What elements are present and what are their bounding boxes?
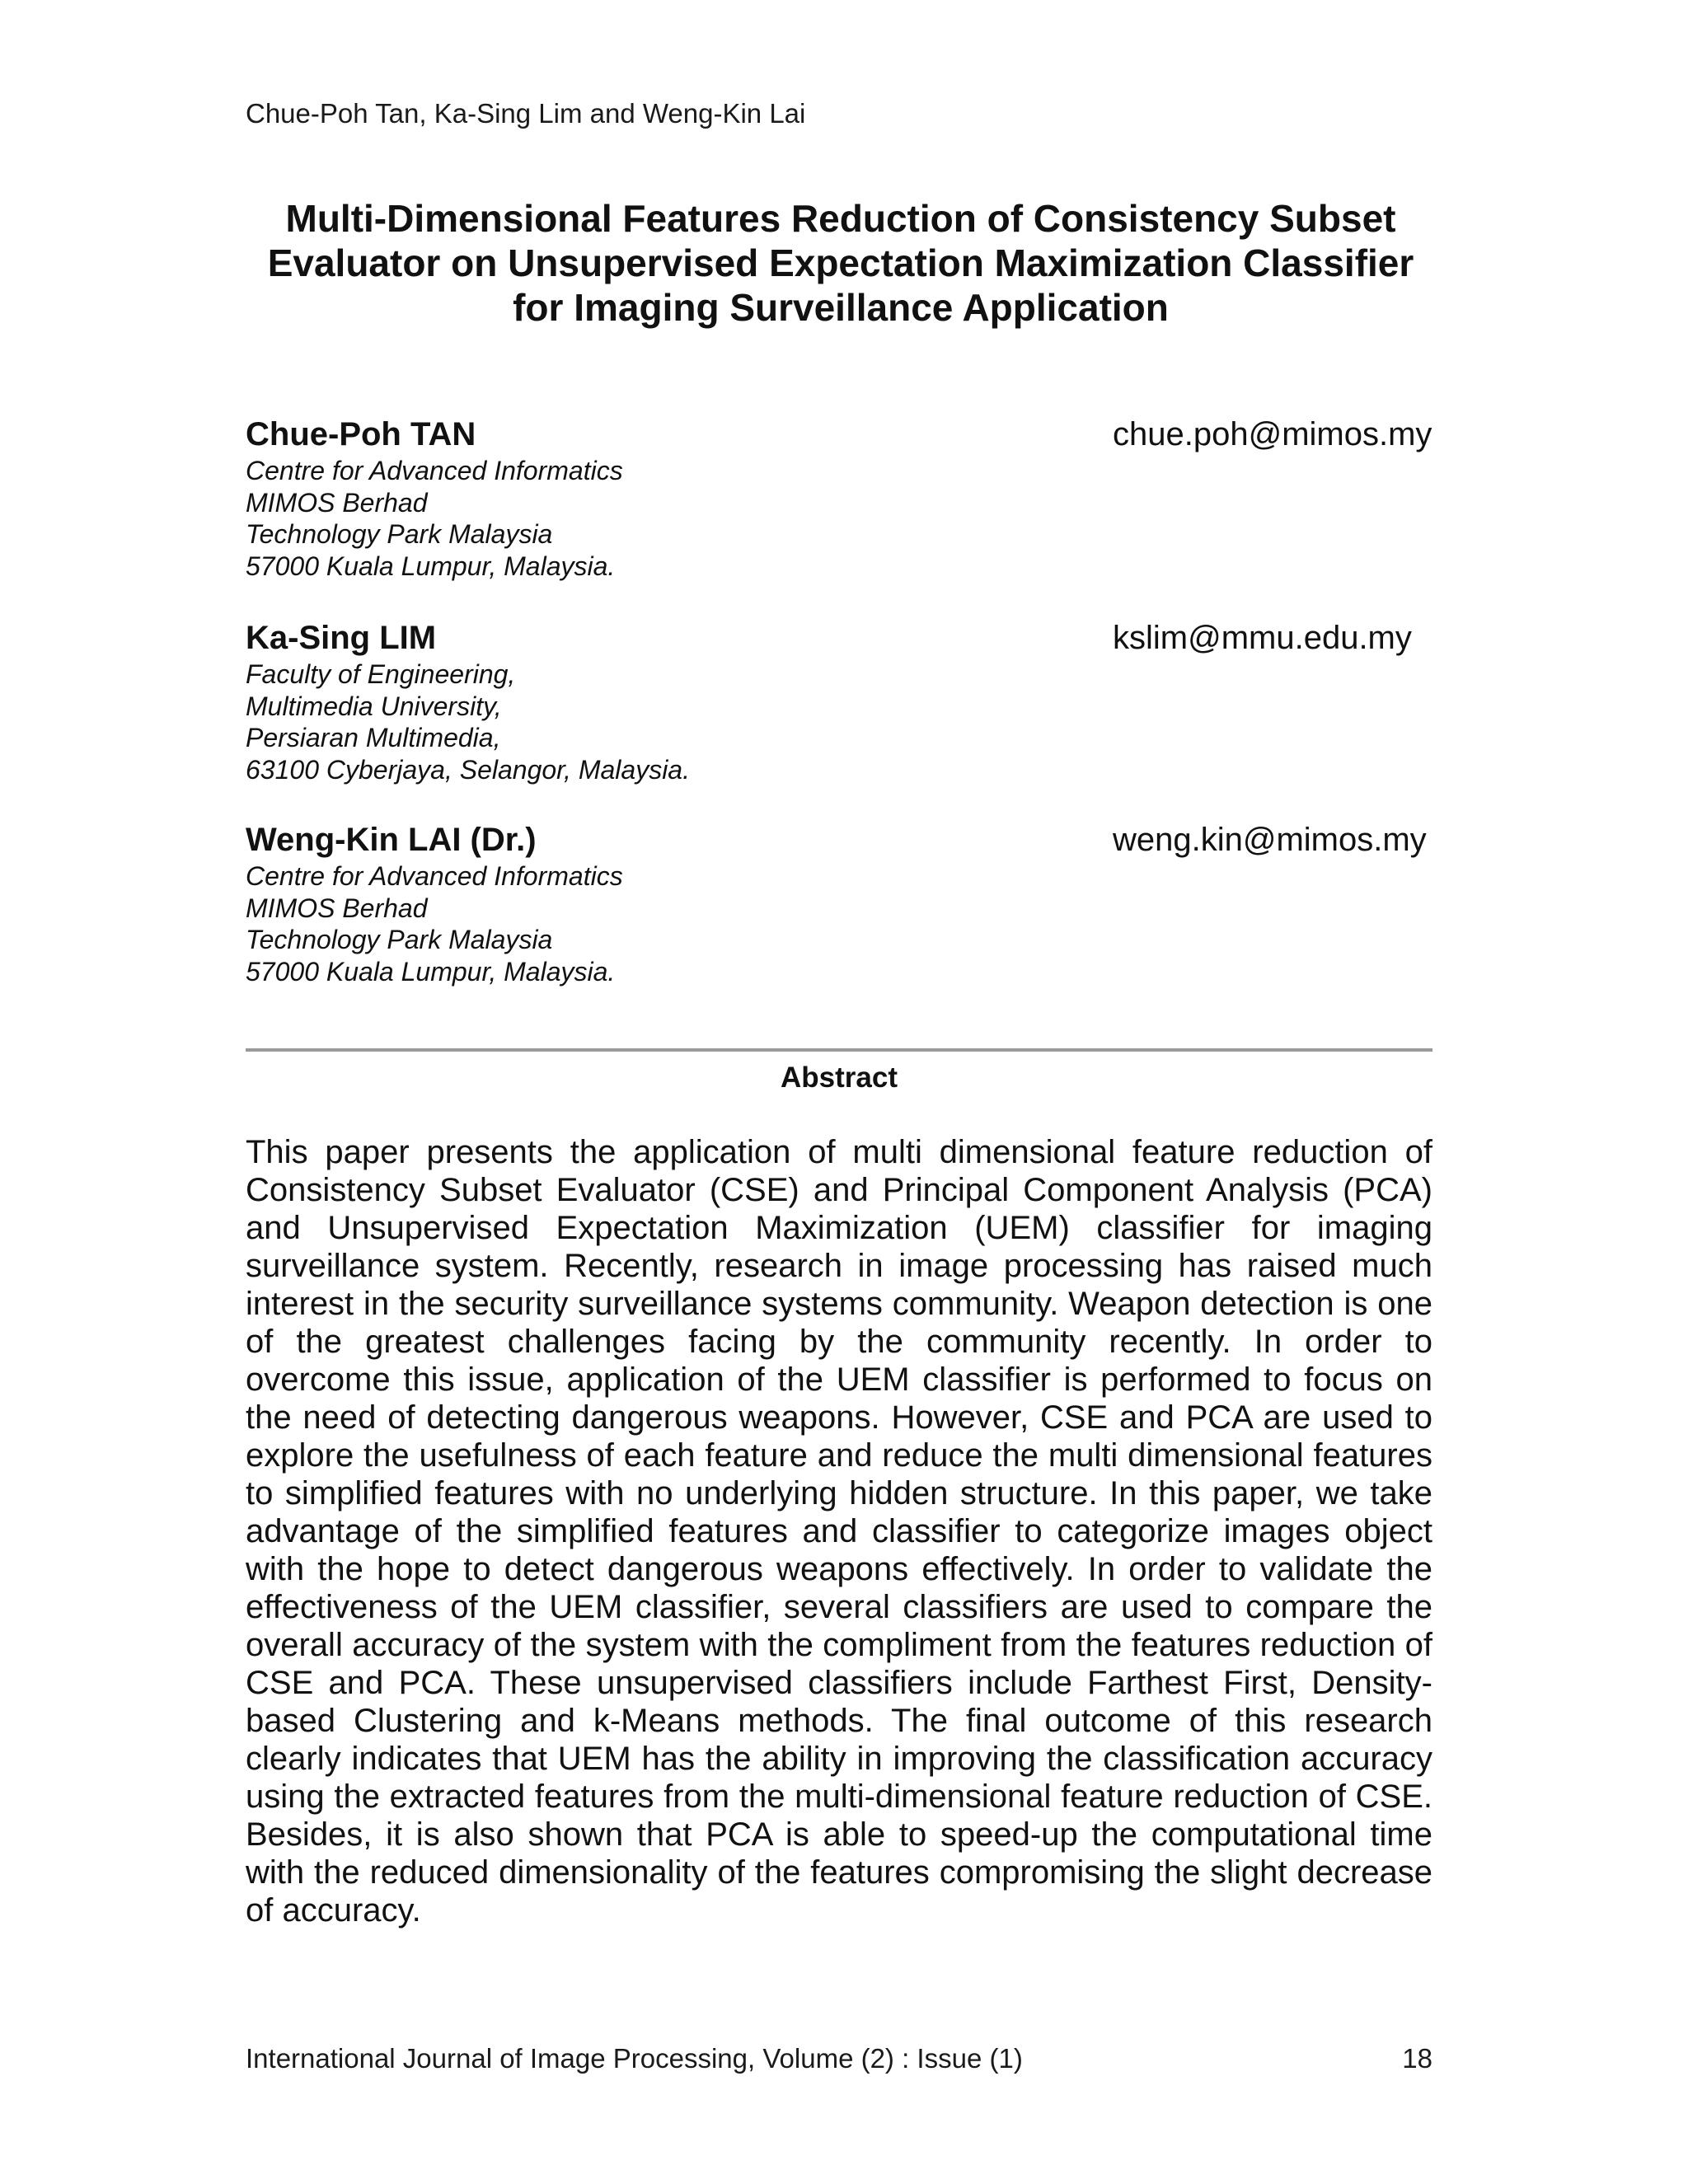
abstract-line: with the reduced dimensionality of the features compromising the slight decrease (246, 1854, 1432, 1891)
affiliation-line: Faculty of Engineering, (246, 659, 516, 689)
abstract-line: with the hope to detect dangerous weapons effectively. In order to validate the (246, 1551, 1432, 1587)
author-block-tan (246, 415, 1432, 582)
author-block-lim (246, 619, 1432, 785)
abstract-line: effectiveness of the UEM classifier, several classifiers are used to compare the (246, 1589, 1432, 1625)
abstract-line: advantage of the simplified features and classifier to categorize images object (246, 1513, 1432, 1549)
affiliation-line: Technology Park Malaysia (246, 925, 553, 954)
abstract-line: Besides, it is also shown that PCA is able to speed-up the computational time (246, 1816, 1432, 1853)
affiliation-line: 57000 Kuala Lumpur, Malaysia. (246, 551, 616, 581)
affiliation-line: Centre for Advanced Informatics (246, 861, 623, 891)
author-name: Chue-Poh TAN (246, 416, 476, 452)
title-line: Evaluator on Unsupervised Expectation Maximization Classifier (267, 241, 1414, 284)
affiliation-line: Persiaran Multimedia, (246, 723, 501, 752)
abstract-line: the need of detecting dangerous weapons. However, CSE and PCA are used to (246, 1399, 1432, 1436)
abstract-line: CSE and PCA. These unsupervised classifiers include Farthest First, Density- (246, 1665, 1432, 1701)
abstract-body (246, 1133, 1432, 1929)
author-name: Ka-Sing LIM (246, 620, 437, 656)
section-divider (246, 1048, 1432, 1052)
author-email: weng.kin@mimos.my (1113, 822, 1427, 858)
author-name: Weng-Kin LAI (Dr.) (246, 822, 537, 858)
affiliation-line: Multimedia University, (246, 691, 502, 721)
running-head: Chue-Poh Tan, Ka-Sing Lim and Weng-Kin Lai (246, 98, 806, 129)
title-line: Multi-Dimensional Features Reduction of Consistency Subset (285, 197, 1396, 240)
abstract-line: of accuracy. (246, 1892, 421, 1929)
abstract-line: overcome this issue, application of the UEM classifier is performed to focus on (246, 1361, 1432, 1398)
journal-footer: International Journal of Image Processing, Volume (2) : Issue (1) (246, 2043, 1023, 2074)
page-number: 18 (1402, 2043, 1432, 2074)
author-email: kslim@mmu.edu.my (1113, 620, 1412, 656)
abstract-line: interest in the security surveillance systems community. Weapon detection is one (246, 1286, 1432, 1322)
abstract-line: surveillance system. Recently, research in image processing has raised much (246, 1248, 1432, 1284)
abstract-line: This paper presents the application of multi dimensional feature reduction of (246, 1134, 1432, 1170)
abstract-line: Consistency Subset Evaluator (CSE) and Principal Component Analysis (PCA) (246, 1172, 1432, 1208)
abstract-line: and Unsupervised Expectation Maximization (UEM) classifier for imaging (246, 1210, 1432, 1246)
affiliation-line: 63100 Cyberjaya, Selangor, Malaysia. (246, 754, 690, 785)
abstract-line: overall accuracy of the system with the compliment from the features reduction of (246, 1627, 1432, 1663)
title-line: for Imaging Surveillance Application (513, 286, 1169, 329)
author-block-lai (246, 821, 1432, 987)
affiliation-line: MIMOS Berhad (246, 487, 428, 518)
abstract-line: explore the usefulness of each feature and reduce the multi dimensional features (246, 1437, 1432, 1474)
abstract-line: to simplified features with no underlying hidden structure. In this paper, we take (246, 1475, 1432, 1511)
author-affiliation (246, 658, 1432, 785)
affiliation-line: Technology Park Malaysia (246, 519, 553, 549)
affiliation-line: Centre for Advanced Informatics (246, 456, 623, 485)
abstract-line: clearly indicates that UEM has the ability in improving the classification accuracy (246, 1741, 1432, 1777)
affiliation-line: 57000 Kuala Lumpur, Malaysia. (246, 956, 616, 987)
author-affiliation (246, 860, 1432, 987)
paper-title (206, 196, 1475, 330)
abstract-line: based Clustering and k-Means methods. The final outcome of this research (246, 1703, 1432, 1739)
abstract-line: using the extracted features from the multi-dimensional feature reduction of CSE. (246, 1779, 1432, 1815)
author-affiliation (246, 455, 1432, 582)
abstract-line: of the greatest challenges facing by the community recently. In order to (246, 1324, 1432, 1360)
affiliation-line: MIMOS Berhad (246, 893, 428, 923)
abstract-heading: Abstract (781, 1062, 898, 1094)
author-email: chue.poh@mimos.my (1113, 416, 1432, 452)
